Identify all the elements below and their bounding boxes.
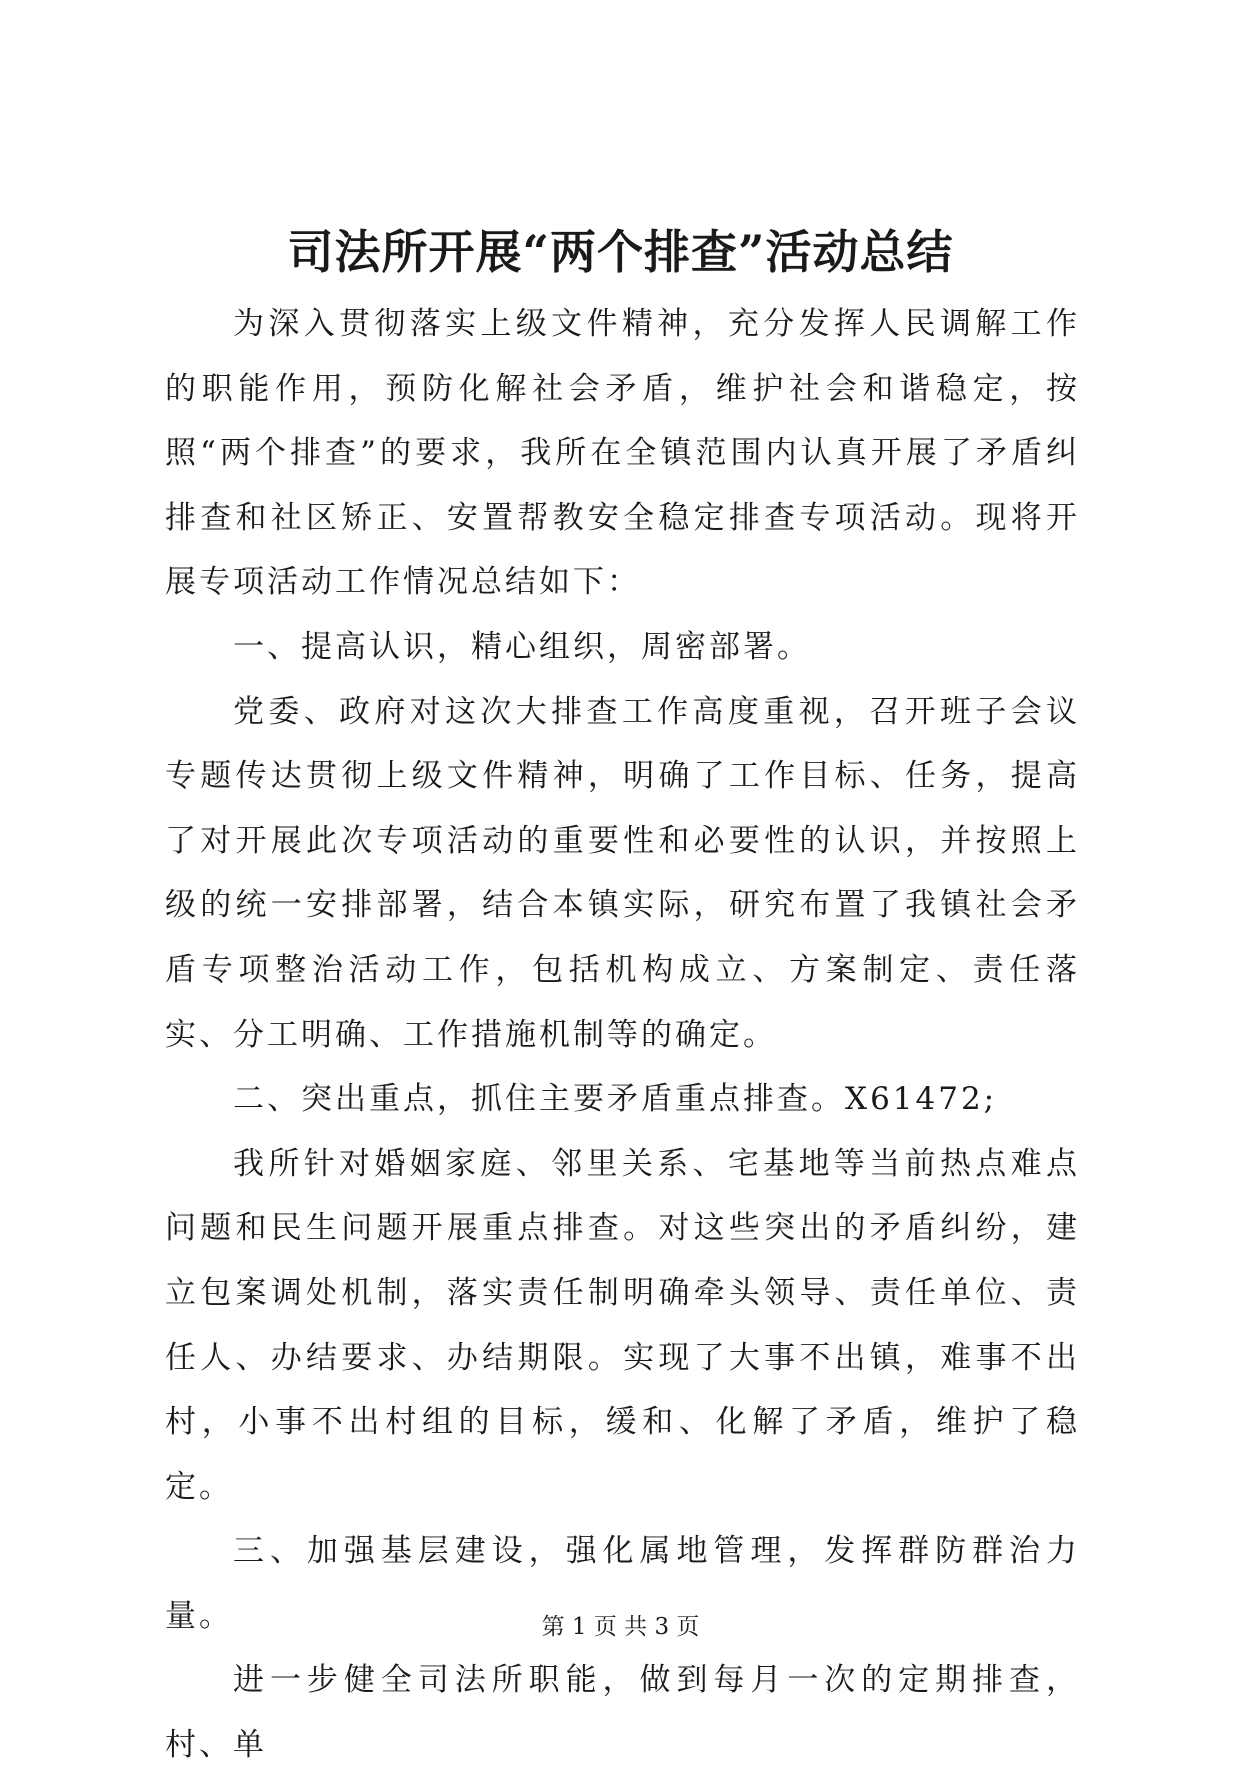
section-heading-3: 三、加强基层建设，强化属地管理，发挥群防群治力量。 <box>165 1533 1080 1634</box>
paragraph-section-1: 党委、政府对这次大排查工作高度重视，召开班子会议专题传达贯彻上级文件精神，明确了工作目标、任务，提高了对开展此次专项活动的重要性和必要性的认识，并按照上级的统一安排部署，结合本镇实际，研究布置了我镇社会矛盾专项整治活动工作，包括机构成立、方案制定、责任落实、分工明确、工作措施机制等的确定。 <box>165 693 1080 1053</box>
page-footer: 第 1 页 共 3 页 <box>541 1614 700 1640</box>
paragraph-intro: 为深入贯彻落实上级文件精神，充分发挥人民调解工作的职能作用，预防化解社会矛盾，维护社会和谐稳定，按照“两个排查”的要求，我所在全镇范围内认真开展了矛盾纠排查和社区矫正、安置帮教安全稳定排查专项活动。现将开展专项活动工作情况总结如下： <box>165 306 1080 601</box>
section-heading-1: 一、提高认识，精心组织，周密部署。 <box>233 628 811 665</box>
document-title: 司法所开展“两个排查”活动总结 <box>287 225 954 279</box>
paragraph-section-2: 我所针对婚姻家庭、邻里关系、宅基地等当前热点难点问题和民生问题开展重点排查。对这些突出的矛盾纠纷，建立包案调处机制，落实责任制明确牵头领导、责任单位、责任人、办结要求、办结期限。实现了大事不出镇，难事不出村，小事不出村组的目标，缓和、化解了矛盾，维护了稳定。 <box>165 1145 1080 1505</box>
document-body <box>165 292 1080 1778</box>
section-heading-2: 二、突出重点，抓住主要矛盾重点排查。X61472; <box>233 1081 998 1118</box>
paragraph-section-3: 进一步健全司法所职能，做到每月一次的定期排查，村、单 <box>165 1662 1080 1764</box>
